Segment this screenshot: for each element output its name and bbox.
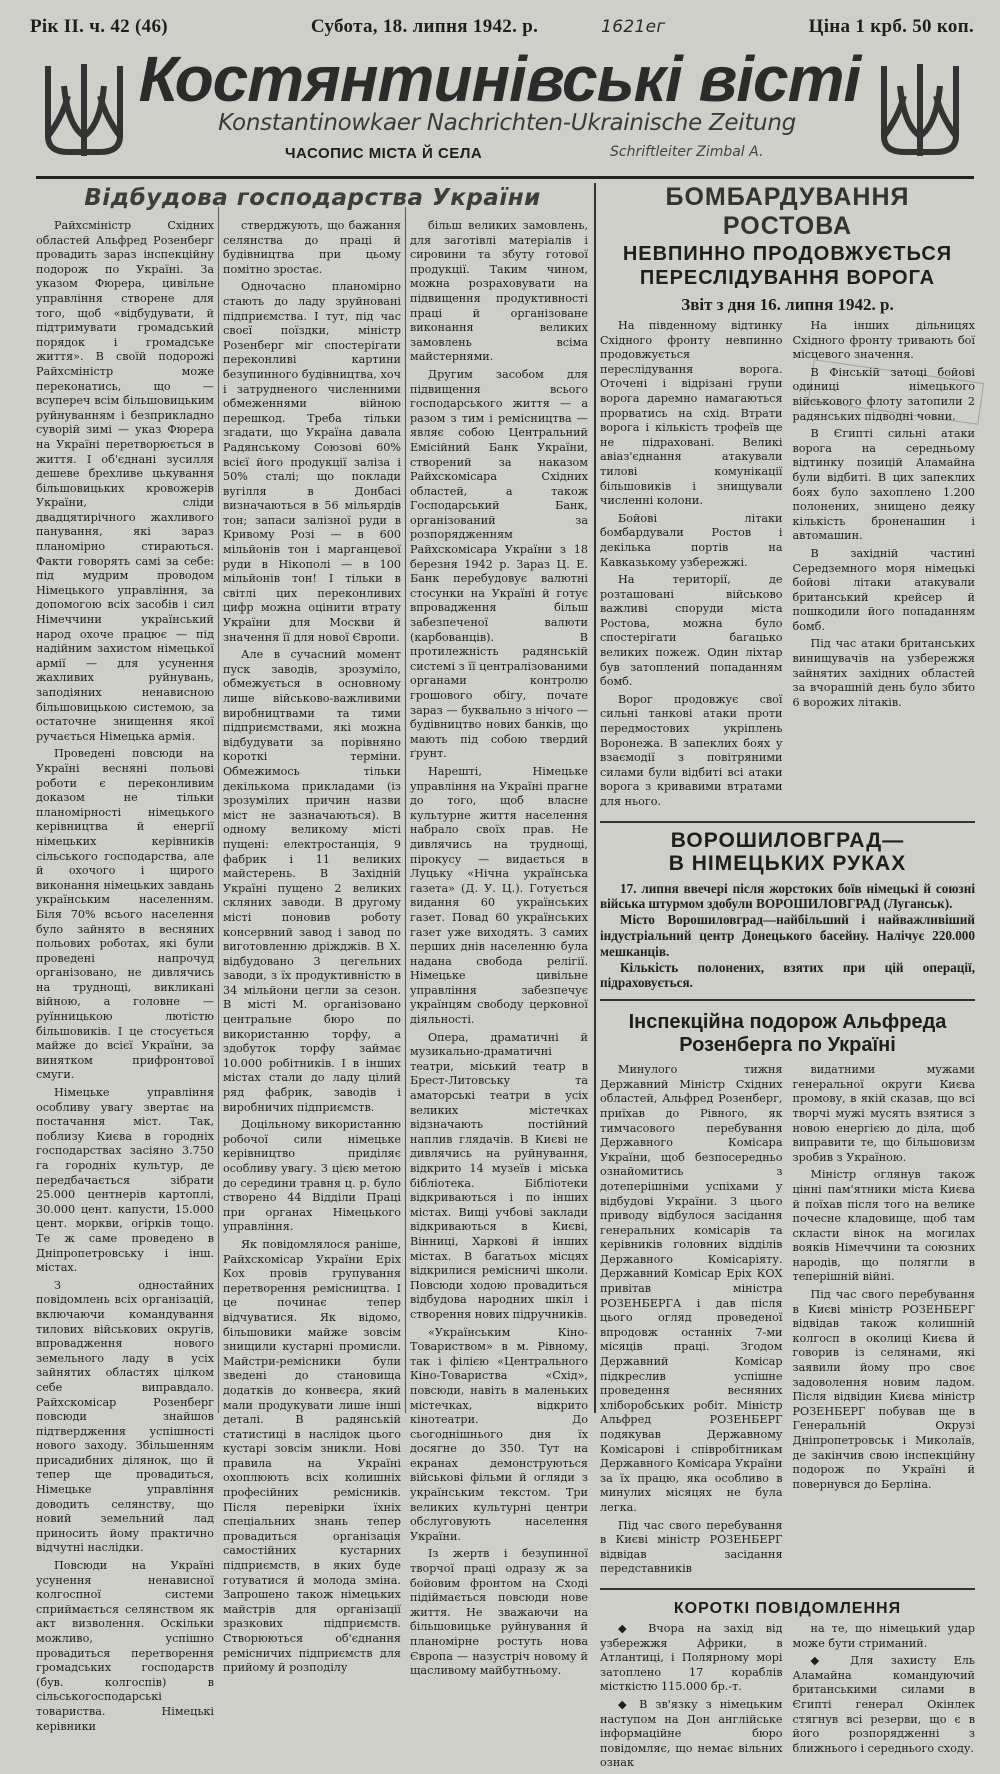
paragraph: Доцільному використанню робочої сили німецьке керівництво приділяє особливу увагу. З цією метою до середини травня ц. р. було створено 44 Відділи Праці при органах Німецького управління. <box>223 1118 401 1234</box>
paragraph: Одночасно планомірно стають до ладу зруйновані підприємства. І тут, під час своєї поїздки, міністр Розенберг міг спостерігати переконливі картини безупинного будівництва, хоч і затрудненого численними обмеженнями війною перешкод. Треба тільки згадати, що Україна давала Радянському Союзові 60% всієї його продукції заліза і 50% сталі; що поклади вугілля в Донбасі визначаються в 56 мільярдів тон; запаси залізної руди в Кривому Розі — в 600 мільйонів тон і марганцевої руди в Нікополі — в 100 мільйонів тон! І тільки в світлі цих переконливих цифр можна оцінити втрату України для Москви й значення її для нової Європи. <box>223 280 401 644</box>
issue-number: Рік II. ч. 42 (46) <box>30 16 168 37</box>
masthead-rule <box>36 176 974 179</box>
paragraph: Але в сучасний момент пуск заводів, зрозуміло, обмежується в основному лише військово-важливими виробництвами та тими підприємствами, які можна відбудувати за порівняно короткі терміни. Обмежимось тільки декількома прикладами (із зрозумілих причин назви міст не зазначаються). В одному великому місті пущені: електростанція, 9 фабрик і 11 великих майстерень. В Західній Україні пущено 2 великих скляних заводи. В другому місті поновив роботу консервний завод і завод по виготовленню дріжджів. В Х. відбудовано 3 цегельних заводи, з їх продуктивністю в 34 мільйони цегли за сезон. В місті М. організовано центральне бюро по використанню торфу, а здобуток торфу займає 10.000 робітників. І в інших містах стали до ладу цілий ряд фабрик, заводів і виробничих підприємств. <box>223 648 401 1114</box>
paragraph: В Фінській затоці бойові одиниці німецького військового флоту затопили 2 радянських підводні човни. <box>792 365 975 423</box>
news-item: на те, що німецький удар може бути стриманий. <box>792 1621 975 1650</box>
paragraph: Німецьке управління особливу увагу звертає на постачання міст. Так, поблизу Києва в городніх господарствах засіяно 3.750 га городніх культур, де передбачається зібрати 25.000 центнерів картоплі, 30.000 цент. капусти, 15.000 цент. моркви, огірків тощо. Те ж саме проведено в Дніпропетровську і інш. містах. <box>36 1086 214 1275</box>
paragraph: На південному відтинку Східного фронту невпинно продовжується переслідування ворога. Оточені і відрізані групи ворога даремно намагаються прорватись на схід. Втрати ворога і кількість трофеїв ще не підраховані. Великі авіаз'єднання атакували тилові комунікації більшовиків і знищували численні колони. <box>600 319 783 508</box>
paragraph: Міністр оглянув також цінні пам'ятники міста Києва й поїхав після того на велике почесне кладовище, щоб там скласти вінок на могилах вояків Німеччини та союзних народів, що полягли в теперішній війні. <box>792 1168 975 1284</box>
paragraph: видатними мужами генеральної округи Києва промову, в якій сказав, що всі творчі мужі мусять взятися з новою енергією до діла, щоб виправити те, що більшовизм зробив з Україною. <box>792 1063 975 1164</box>
left-article-column-3 <box>410 219 588 1682</box>
inspection-column-a <box>600 1063 783 1580</box>
paragraph: Під час свого перебування в Києві міністр РОЗЕНБЕРГ відвідав засідання передставників <box>600 1518 783 1576</box>
paragraph: Ворог продовжує свої сильні танкові атаки проти передмостових укріплень Воронежа. В запеклих боях у взаємодії з повітряними силами були відбиті всі атаки ворога з кривавими втратами для нього. <box>600 692 783 808</box>
left-article-heading: Відбудова господарства України <box>84 185 541 211</box>
news-item: ◆ В зв'язку з німецьким наступом на Дон англійське інформаційне бюро повідомляє, що немає вільних ознак <box>600 1697 783 1770</box>
paragraph: Нарешті, Німецьке управління на Україні прагне до того, щоб власне культурне життя населення набрало своїх прав. Не дивлячись на труднощі, пірокусу — видається в Луцьку «Нічна українська газета» (Д. У. Ц.). Готується видання 60 українських газет. Повад 60 українських газет уже виходять. З самих перших днів населенню була надана свобода релігії. Німецьке цивільне управління забезпечує українцям свободу церковної діяльності. <box>410 764 588 1027</box>
paragraph: Із жертв і безупинної творчої праці одразу ж за бойовим фронтом на Сході підіймається повсюди нове життя. Не зважаючи на більшовицьке руйнування й планомірне ростуть нова Європа — назустріч новому й щасливому майбутньому. <box>410 1547 588 1678</box>
short-news-section <box>600 1588 975 1774</box>
paragraph: Бойові літаки бомбардували Ростов і декілька портів на Кавказькому узбережжі. <box>600 511 783 569</box>
masthead <box>30 43 974 174</box>
news-item: ◆ Для захисту Ель Аламайна командуючий британськими силами в Єгипті генерал Окінлек стягнув всі резерви, що є в його розпорядженні з ближнього і середнього сходу. <box>792 1654 975 1755</box>
rostov-report-date: Звіт з дня 16. липня 1942. р. <box>681 295 894 314</box>
right-news-column <box>600 183 975 1774</box>
paragraph: Опера, драматичні й музикально-драматичні театри, міський театр в Брест-Литовську та аматорські театри в усіх великих містечках відзначають постійний наплив глядачів. В Києві не дивлячись на руйнування, відкрито 14 музеїв і міська бібліотека. Бібліотеки відкриваються і по інших містах. Вищі учбові заклади відкриваються в Києві, Вінниці, Харкові й інших містах. В багатьох місцях відкрилися ремісничі школи. Повсюди ходою провадиться відбудова народних шкіл і створення нових підручників. <box>410 1030 588 1321</box>
trident-emblem-icon <box>38 56 130 166</box>
inspection-section <box>600 999 975 1580</box>
masthead-tagline: ЧАСОПИС МІСТА Й СЕЛА <box>285 145 483 162</box>
short-news-column-a <box>600 1622 783 1774</box>
voroshilovgrad-heading-line-1: ВОРОШИЛОВГРАД— <box>670 828 905 852</box>
paragraph: Повсюди на Україні усунення ненависної колгоспної системи сприймається селянством як акт визволення. Оскільки можливо, успішно провадиться перетворення громадських господарств (був. колгоспів) в сільськогосподарські товариства. Німецькі керівники <box>36 1559 214 1733</box>
paragraph: Минулого тижня Державний Міністр Східних областей, Альфред Розенберг, приїхав до Рівного, як тимчасового перебування Державного Комісара України, щоб безпосередньо ознайомитись з дотеперішніми успіхами у відбудові України. З цього приводу відбулося засідання генеральних комісарів та керівників головних відділів Державного Комісаріяту. Державний Комісар Еріх КОХ привітав міністра РОЗЕНБЕРГА і дав після цього огляд проведеної впродовж останніх 7-ми місяців праці. Згодом Державний Комісар підкреслив успішне проведення весняних хліборобських робіт. Міністр Альфред РОЗЕНБЕРГ подякував Державному Комісарові і співробітникам Державного Комісара України за їх працю, яка особливо в минулих місяцях не була легка. <box>600 1063 783 1514</box>
inspection-heading-line-1: Інспекційна подорож Альфреда <box>628 1011 947 1034</box>
paragraph: Під час свого перебування в Києві міністр РОЗЕНБЕРГ відвідав також колишній колгосп в околиці Києва й говорив із селянами, які заявили йому про своє задоволення новим ладом. Після відвідин Києва міністр РОЗЕНБЕРГ побував ще в Генеральній Окрузі Дніпропетровськ і Миколаїв, де закінчив свою інспекційну подорож по Україні й повернувся до Берліна. <box>792 1288 975 1491</box>
paragraph: В Єгипті сильні атаки ворога на середньому відтинку позицій Аламайна були відбиті. В цих запеклих боях було захоплено 1.200 полонених, знищено деяку кількість броненашин і автомашин. <box>792 427 975 543</box>
handwritten-note: 1621ег <box>601 17 666 37</box>
editor-credit: Schriftleiter Zimbal A. <box>610 144 764 160</box>
rostov-subheading-line-1: НЕВПИННО ПРОДОВЖУЄТЬСЯ <box>622 243 953 265</box>
inspection-columns <box>600 1063 975 1580</box>
trident-emblem-icon <box>874 56 966 166</box>
column-divider <box>594 183 596 1413</box>
inspection-heading <box>600 1011 975 1057</box>
masthead-title: Костянтинівські вісті <box>138 43 861 115</box>
rostov-heading: БОМБАРДУВАННЯ РОСТОВА <box>665 183 910 240</box>
voroshilovgrad-section <box>600 821 975 992</box>
rostov-column-b <box>793 319 976 813</box>
issue-date: Субота, 18. липня 1942. р. <box>310 16 539 37</box>
paragraph: стверджують, що бажання селянства до праці й будівництва при цьому помітно зростає. <box>223 219 401 276</box>
column-divider <box>218 207 219 1413</box>
left-article-column-2 <box>223 219 401 1679</box>
paragraph: Місто Ворошиловград—найбільший і найважливіший індустріальний центр Донецького басейну. Налічує 220.000 мешканців. <box>600 912 975 959</box>
paragraph: На території, де розташовані військово важливі споруди міста Ростова, можна було спостерігати багацько великих пожеж. Один ліхтар був затоплений попаданням бомб. <box>600 573 783 689</box>
column-divider <box>405 207 406 1413</box>
masthead-subtitle: Konstantinowkaer Nachrichten-Ukrainische Zeitung <box>218 110 796 136</box>
short-news-columns <box>600 1622 975 1774</box>
issue-price: Ціна 1 крб. 50 коп. <box>808 16 974 37</box>
short-news-heading: КОРОТКІ ПОВІДОМЛЕННЯ <box>673 1599 902 1617</box>
paragraph: більш великих замовлень, для заготівлі матеріалів і сировини та збуту готової продукції. Таким чином, можна розраховувати на підвищення продуктивності праці й організоване виконання великих замовлень всіма майстернями. <box>410 219 588 364</box>
page-body <box>30 183 975 1770</box>
left-article-column-1 <box>36 219 214 1737</box>
top-info-bar <box>30 12 974 42</box>
rostov-subheading-line-2: ПЕРЕСЛІДУВАННЯ ВОРОГА <box>639 267 936 289</box>
rostov-column-a <box>600 319 783 813</box>
paragraph: Другим засобом для підвищення всього господарського життя — а разом з тим і ремісництва — являє собою Центральний Емісійний Банк України, створений за наказом Райхскомісара Східних областей, а також Господарський Банк, організований за розпорядженням Райхскомісара України з 18 березня 1942 р. Зараз Ц. Е. Банк перебудовує валютні стосунки на Україні й готує впровадження більш забезпеченої валюти (карбованців). В протилежність радянській системі з її централізованими органами контролю грошового обігу, почате зараз — буквально з нічого — будівництво нових банків, що мають під собою твердий ґрунт. <box>410 367 588 761</box>
paragraph: Проведені повсюди на Україні весняні польові роботи є переконливим доказом не тільки планомірності німецького керівництва й енергії німецьких керівників сільського господарства, але й охочого і щирого виконання німецьких завдань українським населенням. Біля 70% всього населення було зайнято в весняних польових роботах, які були проведені напрочуд організовано, не дивлячись на труднощі, викликані війною, а головне — руїнницькою лютістю більшовиків. І це стосується майже до всієї України, за винятком прифронтової смуги. <box>36 747 214 1082</box>
paragraph: 17. липня ввечері після жорстоких боїв німецькі й союзні війська штурмом здобули ВОРОШИЛОВГРАД (Луганськ). <box>600 880 975 912</box>
paragraph: Кількість полонених, взятих при цій операції, підраховується. <box>600 959 975 991</box>
paragraph: Під час атаки британських винищувачів на узбережжя зайнятих західних областей за вчорашній день було збито 6 ворожих літаків. <box>792 637 975 709</box>
paragraph: В західній частині Середземного моря німецькі бойові літаки атакували британський крейсер й пошкодили його попаданням бомб. <box>792 546 975 633</box>
inspection-heading-line-2: Розенберга по Україні <box>679 1034 896 1057</box>
paragraph: Як повідомлялося раніше, Райхскомісар України Еріх Кох провів групування перетворення ремісництва. І це починає тепер відчуватися. Як відомо, більшовики майже зовсім знищили кустарні промисли. Майстри-ремісники були зведені до становища додатків до конвеєра, який мали продукувати лише інші деталі. В радянській статистиці в наслідок цього кустарі зовсім зникли. Нові правила на Україні охоплюють всіх колишніх професійних ремісників. Після перевірки їхніх спеціальних знань тепер провадиться організація самостійних кустарних підприємств, в яких буде готуватися й молода зміна. Запрошено також німецьких майстрів для організації зразкових підприємств. Створюються об'єднання ремісничих підприємств для прийому й розподілу <box>223 1237 401 1675</box>
paragraph: Райхсміністр Східних областей Альфред Розенберг провадить зараз інспекційну подорож по Україні. За указом Фюрера, цивільне управління створене для того, щоб «відбудувати, й підтримувати громадський порядок і громадське життя». В своїй подорожі Райхсміністр може переконатись, що — всупереч всім більшовицьким руйнуванням і безприкладно суворій зимі — указ Фюрера на Україні перетворюється в життя. І об'єднані зусилля дешеве брехливе цькування більшовицьких кровожерів України, сліди двадцятирічного жахливого панування, які зараз планомірно стираються. Факти говорять самі за себе: під мудрим проводом Німецького управління, за допомогою всіх засобів і сил Німеччини український народ охоче працює — під надійним захистом німецької армії — для усунення жахливих руйнувань, заподіяних ненависною більшовицькою системою, за остаточне знищення якої ручається Німецька армія. <box>36 219 214 743</box>
inspection-column-b <box>793 1063 976 1580</box>
short-news-column-b <box>793 1622 976 1774</box>
voroshilovgrad-heading-line-2: В НІМЕЦЬКИХ РУКАХ <box>668 851 907 875</box>
voroshilovgrad-text <box>600 881 975 992</box>
rostov-report-columns <box>600 319 975 813</box>
paragraph: З одностайних повідомлень всіх організацій, включаючи командування тилових військових округів, впровадження нового земельного ладу в усіх зайнятих областях цілком себе виправдало. Райхскомісар Розенберг повсюди знайшов підтвердження успішності нового заходу. Збільшенням присадибних ділянок, що й тепер ще провадиться, Німецьке управління доводить селянству, що новий земельний лад приносить йому практично відчутні наслідки. <box>36 1278 214 1555</box>
paragraph: На інших дільницях Східного фронту тривають бої місцевого значення. <box>792 319 975 362</box>
paragraph: «Українським Кіно-Товариством» в м. Рівному, так і філією «Центрального Кіно-Товариства «Схід», повсюди, навіть в маленьких містечках, відкрито кінотеатри. До сьогоднішнього дня їх досягне до 350. Тут на екранах демонструються військові фільми й огляди з українським текстом. Три великих культурні центри обслуговують населення України. <box>410 1325 588 1543</box>
news-item: ◆ Вчора на захід від узбережжя Африки, в Атлантиці, і Полярному морі затоплено 17 кораблів місткістю 115.000 бр.-т. <box>600 1621 783 1694</box>
